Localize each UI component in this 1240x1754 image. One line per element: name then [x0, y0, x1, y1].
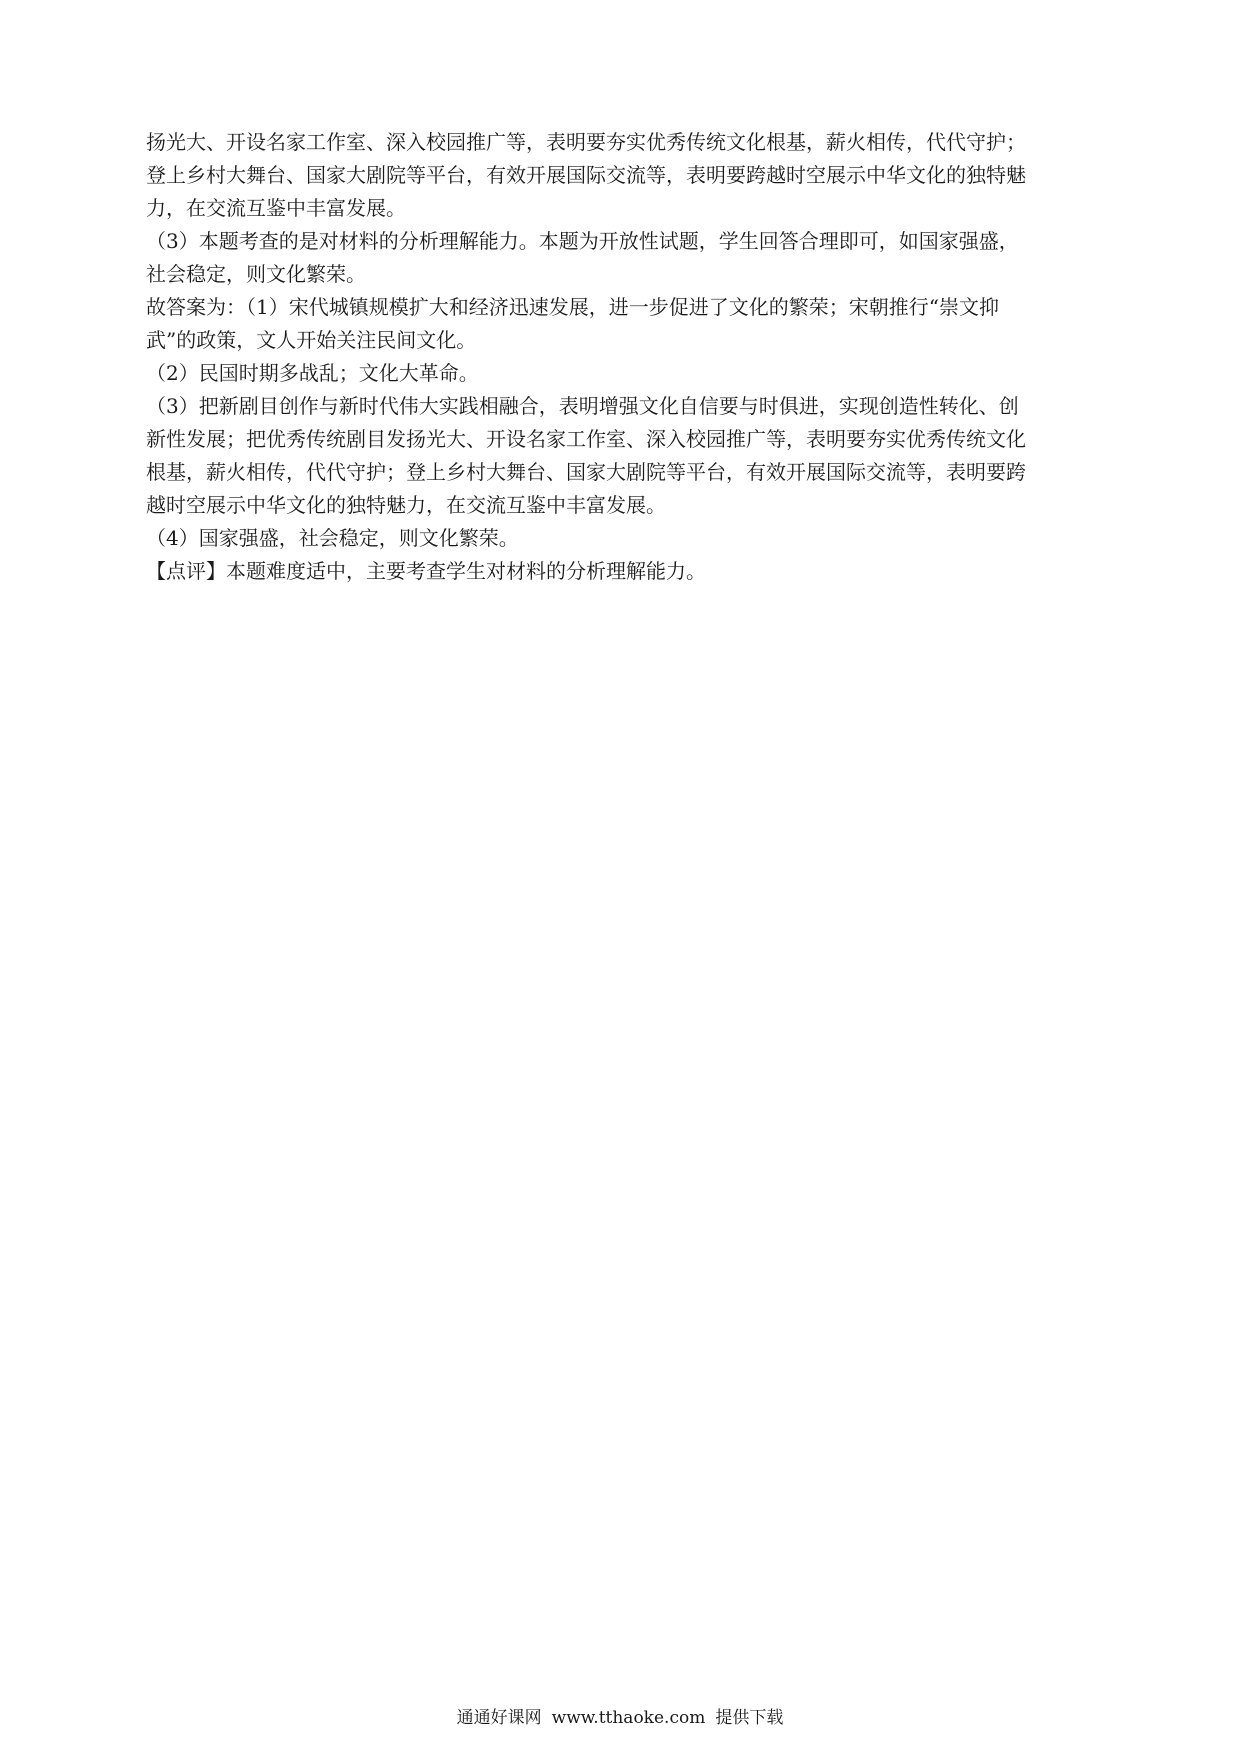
text-line: 【点评】本题难度适中，主要考查学生对材料的分析理解能力。	[146, 559, 706, 583]
paragraph-answer-1	[146, 291, 1104, 357]
text-line: 社会稳定，则文化繁荣。	[146, 262, 366, 286]
text-line: 武”的政策，文人开始关注民间文化。	[146, 328, 477, 352]
text-line: 力，在交流互鉴中丰富发展。	[146, 196, 406, 220]
footer-site-name: 通通好课网	[456, 1708, 542, 1728]
text-line: 根基，薪火相传，代代守护；登上乡村大舞台、国家大剧院等平台，有效开展国际交流等，表明要跨	[146, 460, 1026, 484]
paragraph-answer-4	[146, 522, 1104, 555]
text-line: 扬光大、开设名家工作室、深入校园推广等，表明要夯实优秀传统文化根基，薪火相传，代代守护；	[146, 130, 1026, 154]
text-line: （4）国家强盛，社会稳定，则文化繁荣。	[146, 526, 519, 550]
footer-url: www.tthaoke.com	[551, 1708, 706, 1728]
text-line: （2）民国时期多战乱；文化大革命。	[146, 361, 479, 385]
footer-suffix: 提供下载	[715, 1708, 784, 1728]
paragraph-continuation	[146, 126, 1104, 225]
paragraph-answer-2	[146, 357, 1104, 390]
paragraph-answer-3	[146, 390, 1104, 522]
paragraph-analysis-3	[146, 225, 1104, 291]
text-line: 故答案为：（1）宋代城镇规模扩大和经济迅速发展，进一步促进了文化的繁荣；宋朝推行“崇文抑	[146, 295, 999, 319]
answer-body	[146, 126, 1104, 588]
paragraph-comment	[146, 555, 1104, 588]
text-line: 登上乡村大舞台、国家大剧院等平台，有效开展国际交流等，表明要跨越时空展示中华文化的独特魅	[146, 163, 1026, 187]
page-footer	[0, 1707, 1240, 1729]
text-line: 新性发展；把优秀传统剧目发扬光大、开设名家工作室、深入校园推广等，表明要夯实优秀传统文化	[146, 427, 1026, 451]
text-line: （3）把新剧目创作与新时代伟大实践相融合，表明增强文化自信要与时俱进，实现创造性转化、创	[146, 394, 1019, 418]
text-line: （3）本题考查的是对材料的分析理解能力。本题为开放性试题，学生回答合理即可，如国家强盛，	[146, 229, 1019, 253]
text-line: 越时空展示中华文化的独特魅力，在交流互鉴中丰富发展。	[146, 493, 666, 517]
